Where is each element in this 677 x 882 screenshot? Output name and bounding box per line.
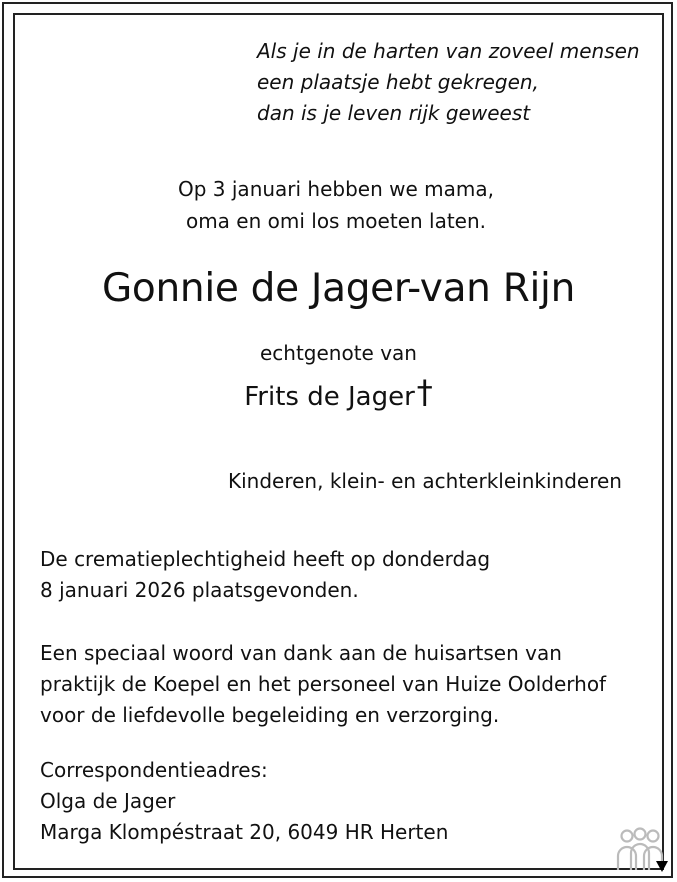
announcement-intro (178, 173, 494, 237)
correspondence-address (40, 755, 448, 848)
cross-icon: † (416, 373, 433, 411)
poem-line: een plaatsje hebt gekregen, (257, 70, 539, 94)
cremation-line: De crematieplechtigheid heeft op donderdag (40, 547, 491, 571)
cremation-notice (40, 544, 490, 606)
thanks-line: voor de liefdevolle begeleiding en verzorging. (40, 703, 500, 727)
inner-border (13, 13, 664, 870)
thanks-line: Een speciaal woord van dank aan de huisartsen van (40, 641, 562, 665)
poem (257, 36, 640, 129)
address-name: Olga de Jager (40, 789, 176, 813)
thanks-notice (40, 638, 606, 731)
address-heading: Correspondentieadres: (40, 758, 268, 782)
spouse-label: echtgenote van (259, 341, 417, 365)
address-street: Marga Klompéstraat 20, 6049 HR Herten (40, 820, 449, 844)
poem-line: Als je in de harten van zoveel mensen (257, 39, 640, 63)
spouse-line (0, 374, 677, 415)
intro-line: Op 3 januari hebben we mama, (178, 177, 494, 201)
deceased-name: Gonnie de Jager-van Rijn (102, 266, 575, 311)
cremation-line: 8 januari 2026 plaatsgevonden. (40, 578, 359, 602)
family-signature: Kinderen, klein- en achterkleinkinderen (228, 469, 622, 493)
triangle-down-icon[interactable] (655, 859, 669, 873)
poem-line: dan is je leven rijk geweest (257, 101, 531, 125)
thanks-line: praktijk de Koepel en het personeel van Huize Oolderhof (40, 672, 607, 696)
spouse-name: Frits de Jager (244, 382, 415, 412)
intro-line: oma en omi los moeten laten. (185, 209, 487, 233)
